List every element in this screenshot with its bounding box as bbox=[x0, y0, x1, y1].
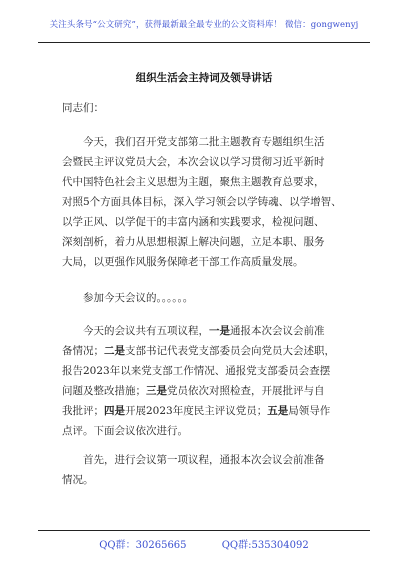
header-note: 关注头条号“公文研究”，获得最新最全最专业的公文资料库！ 微信：gongwenyj bbox=[49, 20, 359, 30]
text-line: 对照5个方面具体目标，深入学习领会以学铸魂、以学增智、 bbox=[62, 196, 342, 208]
text-line: 点评。下面会议依次进行。 bbox=[62, 425, 188, 437]
footer bbox=[0, 536, 408, 551]
text-line: 问题及整改措施；三是党员依次对照检查，开展批评与自 bbox=[62, 385, 325, 397]
text-line: 今天，我们召开党支部第二批主题教育专题组织生活 bbox=[83, 136, 325, 148]
text-line: 会暨民主评议党员大会，本次会议以学习贯彻习近平新时 bbox=[62, 156, 325, 168]
text-line: 以学正风、以学促干的丰富内涵和实践要求，检视问题、 bbox=[62, 216, 325, 228]
text-line: 今天的会议共有五项议程，一是通报本次会议会前准 bbox=[83, 325, 325, 337]
paragraph-agenda bbox=[62, 321, 344, 441]
footer-divider bbox=[38, 530, 370, 531]
text-line: 深刻剖析，着力从思想根源上解决问题，立足本职、服务 bbox=[62, 236, 325, 248]
text-line: 备情况；二是支部书记代表党支部委员会向党员大会述职， bbox=[62, 345, 335, 357]
paragraph-attendees: 参加今天会议的。。。。。。 bbox=[83, 292, 194, 304]
text-line: 我批评；四是开展2023年度民主评议党员；五是局领导作 bbox=[62, 405, 331, 417]
text-line: 代中国特色社会主义思想为主题，聚焦主题教育总要求， bbox=[62, 176, 325, 188]
text-line: 首先，进行会议第一项议程，通报本次会议会前准备 bbox=[83, 454, 325, 466]
paragraph-first-item bbox=[62, 450, 344, 490]
text-line: 情况。 bbox=[62, 474, 94, 486]
header-divider bbox=[38, 42, 370, 43]
footer-qq-group-1: QQ群：30265665 bbox=[99, 540, 187, 551]
footer-qq-group-2: QQ群:535304092 bbox=[221, 540, 309, 551]
document-title: 组织生活会主持词及领导讲话 bbox=[135, 72, 273, 84]
salutation: 同志们： bbox=[62, 102, 104, 114]
text-line: 报告2023年以来党支部工作情况、通报党支部委员会查摆 bbox=[62, 365, 331, 377]
paragraph-opening bbox=[62, 132, 344, 272]
text-line: 大局，以更强作风服务保障老干部工作高质量发展。 bbox=[62, 256, 304, 268]
